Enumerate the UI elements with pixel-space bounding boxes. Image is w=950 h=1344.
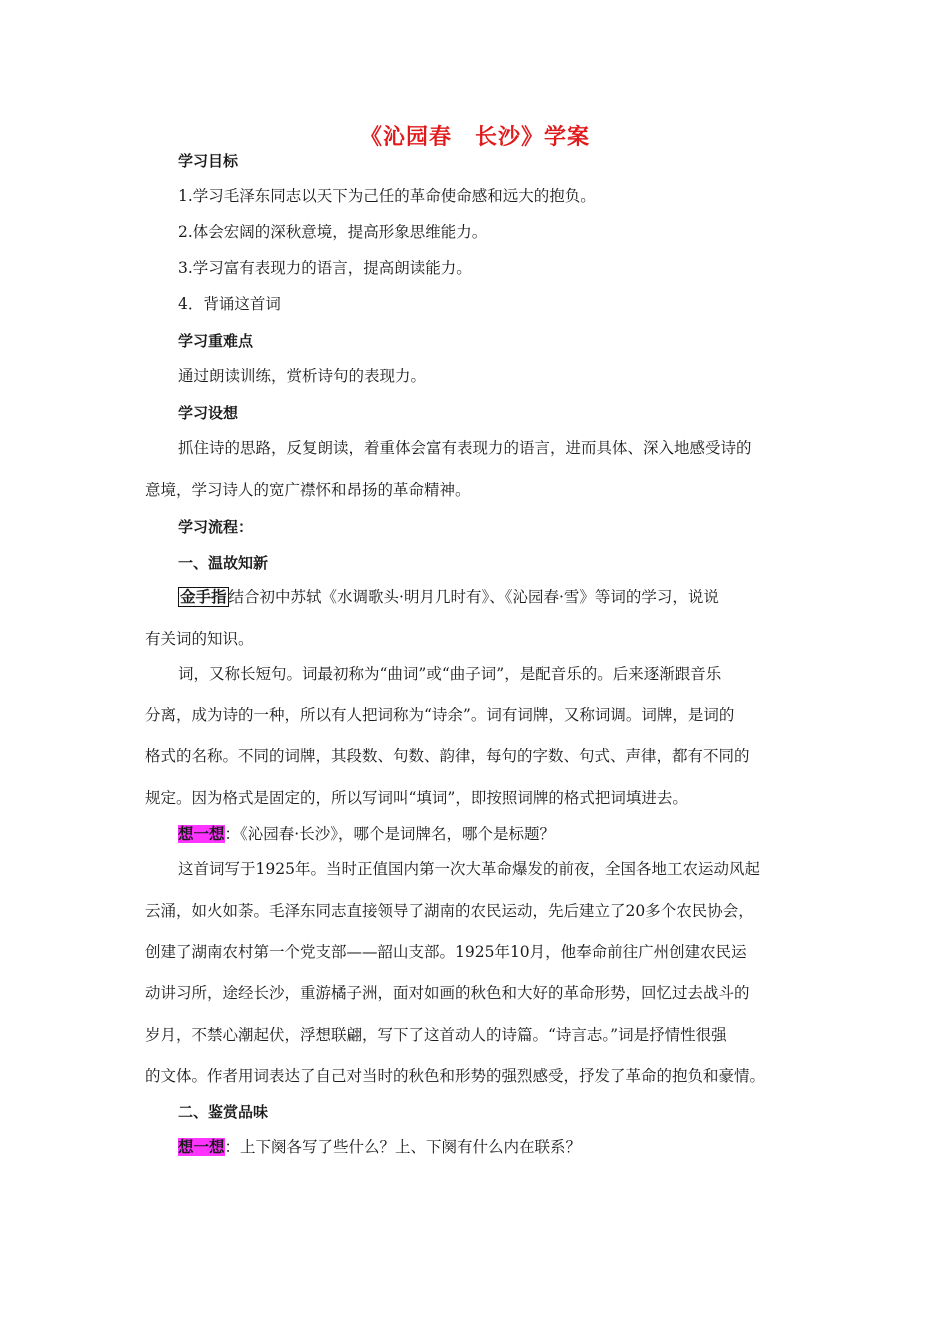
objective-item-4: 4．背诵这首词 [178, 295, 281, 313]
ci-line-4: 规定。因为格式是固定的，所以写词叫“填词”，即按照词牌的格式把词填进去。 [145, 789, 688, 807]
tip-label: 金手指 [180, 588, 227, 606]
background-line-3: 创建了湖南农村第一个党支部——韶山支部。1925年10月，他奉命前往广州创建农民运 [145, 943, 747, 961]
think-1-text: ：《沁园春·长沙》，哪个是词牌名，哪个是标题？ [224, 825, 555, 843]
ci-line-1: 词，又称长短句。词最初称为“曲词”或“曲子词”，是配音乐的。后来逐渐跟音乐 [178, 665, 722, 683]
think-1-line [178, 823, 858, 845]
objective-item-3: 3.学习富有表现力的语言，提高朗读能力。 [178, 259, 472, 277]
background-line-1: 这首词写于1925年。当时正值国内第一次大革命爆发的前夜，全国各地工农运动风起 [178, 860, 760, 878]
background-line-4: 动讲习所，途经长沙，重游橘子洲，面对如画的秋色和大好的革命形势，回忆过去战斗的 [145, 984, 750, 1002]
objective-item-1: 1.学习毛泽东同志以天下为己任的革命使命感和远大的抱负。 [178, 187, 596, 205]
plan-line-2: 意境，学习诗人的宽广襟怀和昂扬的革命精神。 [145, 481, 471, 499]
think-2-text: ：上下阕各写了些什么？上、下阕有什么内在联系？ [224, 1138, 582, 1156]
background-line-2: 云涌，如火如荼。毛泽东同志直接领导了湖南的农民运动，先后建立了20多个农民协会， [145, 902, 754, 920]
ci-line-2: 分离，成为诗的一种，所以有人把词称为“诗余”。词有词牌，又称词调。词牌，是词的 [145, 706, 735, 724]
plan-line-1: 抓住诗的思路，反复朗读，着重体会富有表现力的语言，进而具体、深入地感受诗的 [178, 439, 752, 457]
tip-paragraph-line-1 [178, 586, 858, 608]
document-title: 《沁园春 长沙》学案 [359, 125, 590, 150]
ci-line-3: 格式的名称。不同的词牌，其段数、句数、韵律，每句的字数、句式、声律，都有不同的 [145, 747, 750, 765]
background-line-5: 岁月，不禁心潮起伏，浮想联翩，写下了这首动人的诗篇。“诗言志。”词是抒情性很强 [145, 1026, 727, 1044]
section2-heading: 二、鉴赏品味 [178, 1103, 269, 1121]
think-2-label: 想一想 [178, 1138, 225, 1156]
background-line-6: 的文体。作者用词表达了自己对当时的秋色和形势的强烈感受，抒发了革命的抱负和豪情。 [145, 1067, 766, 1085]
key-points-text: 通过朗读训练，赏析诗句的表现力。 [178, 367, 427, 385]
key-points-heading: 学习重难点 [178, 332, 254, 350]
section1-heading: 一、温故知新 [178, 554, 269, 572]
think-1-label: 想一想 [178, 825, 225, 843]
think-2-line [178, 1136, 858, 1158]
tip-paragraph-line-2: 有关词的知识。 [145, 630, 254, 648]
plan-heading: 学习设想 [178, 404, 239, 422]
objective-item-2: 2.体会宏阔的深秋意境，提高形象思维能力。 [178, 223, 488, 241]
process-heading: 学习流程： [178, 518, 254, 536]
tip-text: 结合初中苏轼《水调歌头·明月几时有》、《沁园春·雪》等词的学习，说说 [228, 588, 719, 606]
objectives-heading: 学习目标 [178, 152, 239, 170]
